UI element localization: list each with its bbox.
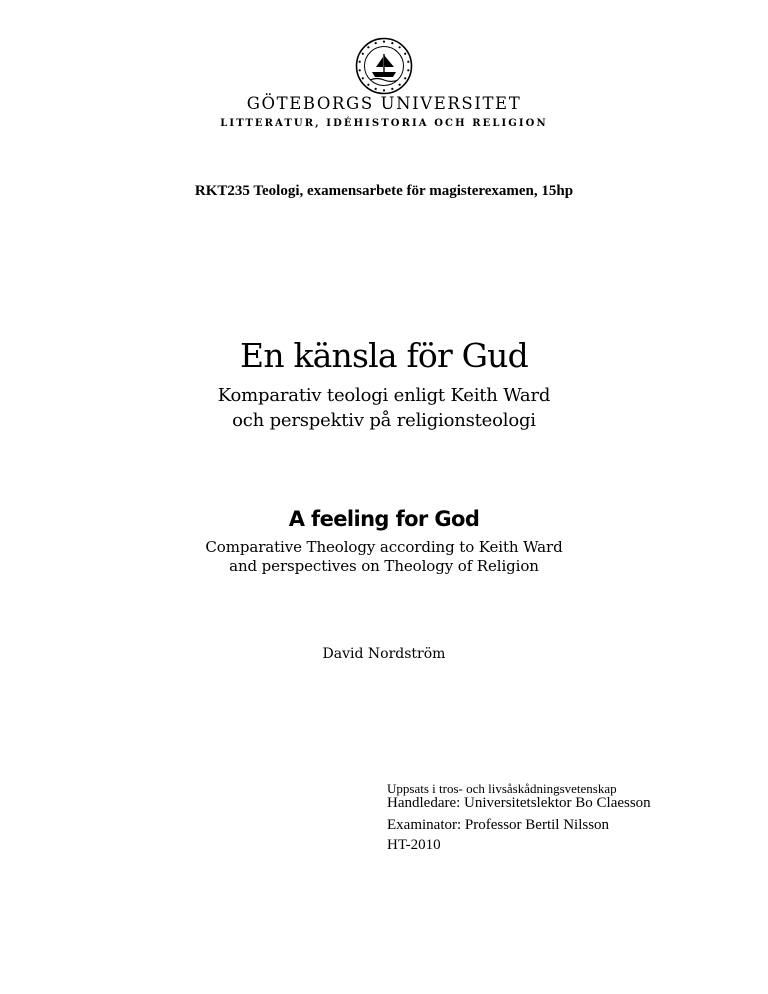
department-name: LITTERATUR, IDÉHISTORIA OCH RELIGION <box>220 118 548 129</box>
english-subtitle-line2: and perspectives on Theology of Religion <box>229 557 539 575</box>
english-subtitle-line1: Comparative Theology according to Keith Ward <box>205 538 563 556</box>
subject-line: Uppsats i tros- och livsåskådningsvetenskap <box>387 781 617 796</box>
swedish-subtitle-line2: och perspektiv på religionsteologi <box>232 410 536 431</box>
swedish-subtitle-line1: Komparativ teologi enligt Keith Ward <box>217 385 551 406</box>
swedish-title: En känsla för Gud <box>240 336 528 375</box>
english-title: A feeling for God <box>288 507 480 531</box>
university-seal-icon <box>355 37 413 95</box>
supervisor-line: Handledare: Universitetslektor Bo Claesson <box>387 795 651 811</box>
term-line: HT-2010 <box>387 837 441 853</box>
examiner-line: Examinator: Professor Bertil Nilsson <box>387 817 610 833</box>
university-name: GÖTEBORGS UNIVERSITET <box>246 94 522 113</box>
author-name: David Nordström <box>322 646 446 662</box>
course-line: RKT235 Teologi, examensarbete för magisterexamen, 15hp <box>194 183 574 199</box>
